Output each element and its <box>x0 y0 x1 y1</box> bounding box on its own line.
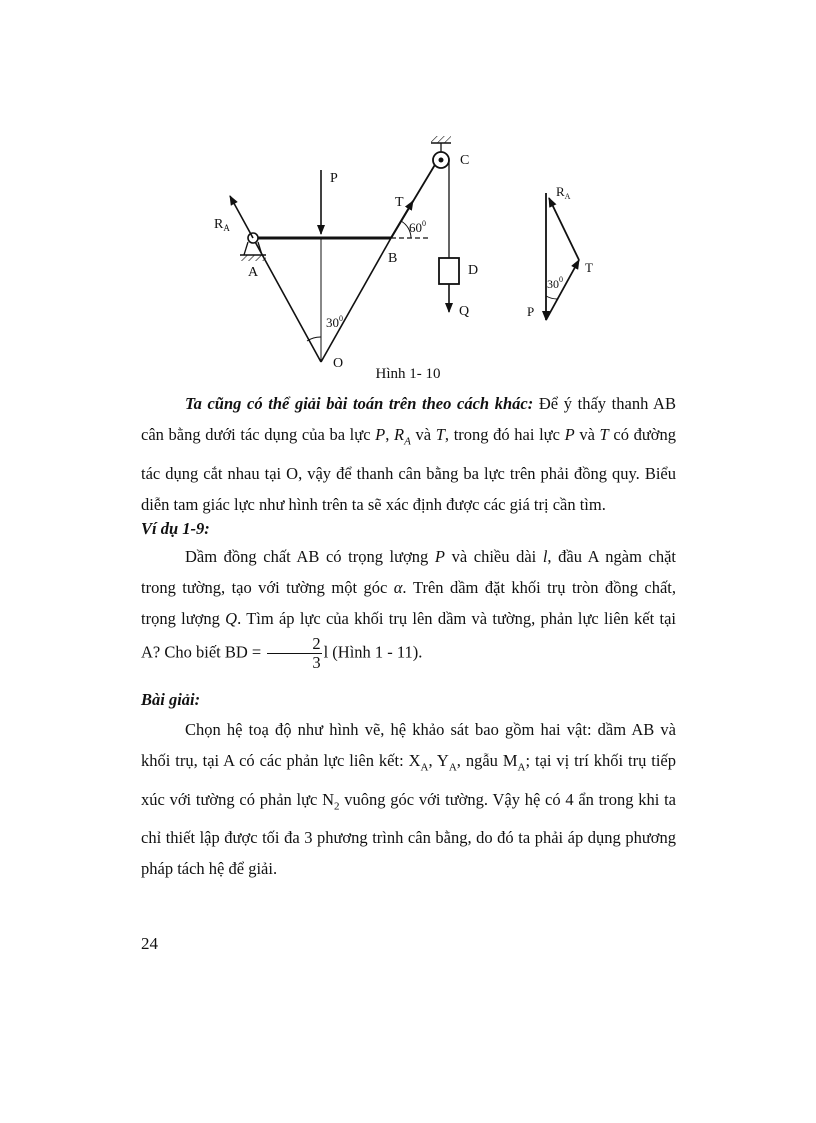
hatch-a <box>240 255 266 261</box>
block-d <box>439 258 459 284</box>
force-ra-arrow <box>230 196 253 238</box>
figure-caption: Hình 1- 10 <box>375 366 441 382</box>
figure-1-10 <box>0 0 816 385</box>
label-d: D <box>468 263 479 278</box>
tri-angle-arc <box>546 296 557 299</box>
label-angle-30: $30^0$ <box>326 314 343 330</box>
label-a: A <box>248 265 259 280</box>
label-b: B <box>388 251 398 266</box>
label-c: C <box>460 153 470 168</box>
label-ra: $R_A$ <box>214 217 230 233</box>
page-number: 24 <box>141 934 158 953</box>
label-angle-60: $60^0$ <box>409 219 426 235</box>
label-p: P <box>330 171 338 186</box>
tri-label-p: P <box>527 304 535 319</box>
tri-label-ra: $R_A$ <box>556 184 571 201</box>
fraction-two-thirds: $\frac{2}{3}$ <box>267 635 321 672</box>
tri-label-angle: $30^0$ <box>547 275 563 291</box>
label-t: T <box>395 195 404 210</box>
label-q: Q <box>459 304 470 319</box>
hatch-c <box>431 136 451 143</box>
paragraph-example: Dầm đồng chất AB có trọng lượng P và chiều dài l, đầu A ngàm chặt trong tường, tạo với tường một góc α. Trên dầm đặt khối trụ tròn đồng chất, trọng lượng Q. Tìm áp lực của khối trụ lên dầm và tường, phản lực liên kết tại A? Cho biết BD = $\frac{2}{3}$ l (Hình 1 - 11). <box>141 547 677 672</box>
solution-heading: Bài giải: <box>141 690 201 709</box>
label-o: O <box>333 356 344 371</box>
line-b-o <box>321 238 391 362</box>
example-heading: Ví dụ 1-9: <box>141 519 210 538</box>
paragraph-alternative-method: Ta cũng có thể giải bài toán trên theo cách khác: Để ý thấy thanh AB cân bằng dưới tác dụng của ba lực P, $R_A$ và T, trong đó hai lực P và T có đường tác dụng cắt nhau tại O, vậy để thanh cân bằng ba lực trên phải đồng quy. Biểu diễn tam giác lực như hình trên ta sẽ xác định được các giá trị cần tìm. <box>141 394 677 514</box>
tri-label-t: T <box>585 260 593 275</box>
tri-ra-arrow <box>549 198 579 260</box>
force-diagram <box>0 0 816 385</box>
paragraph-solution: Chọn hệ toạ độ như hình vẽ, hệ khảo sát bao gồm hai vật: dầm AB và khối trụ, tại A có các phản lực liên kết: $X_A$, $Y_A$, ngẫu $M_A$; tại vị trí khối trụ tiếp xúc với tường có phản lực $N_2$ vuông góc với tường. Vậy hệ có 4 ẩn trong khi ta chỉ thiết lập được tối đa 3 phương trình cân bằng, do đó ta phải áp dụng phương pháp tách hệ để giải. <box>141 720 677 879</box>
